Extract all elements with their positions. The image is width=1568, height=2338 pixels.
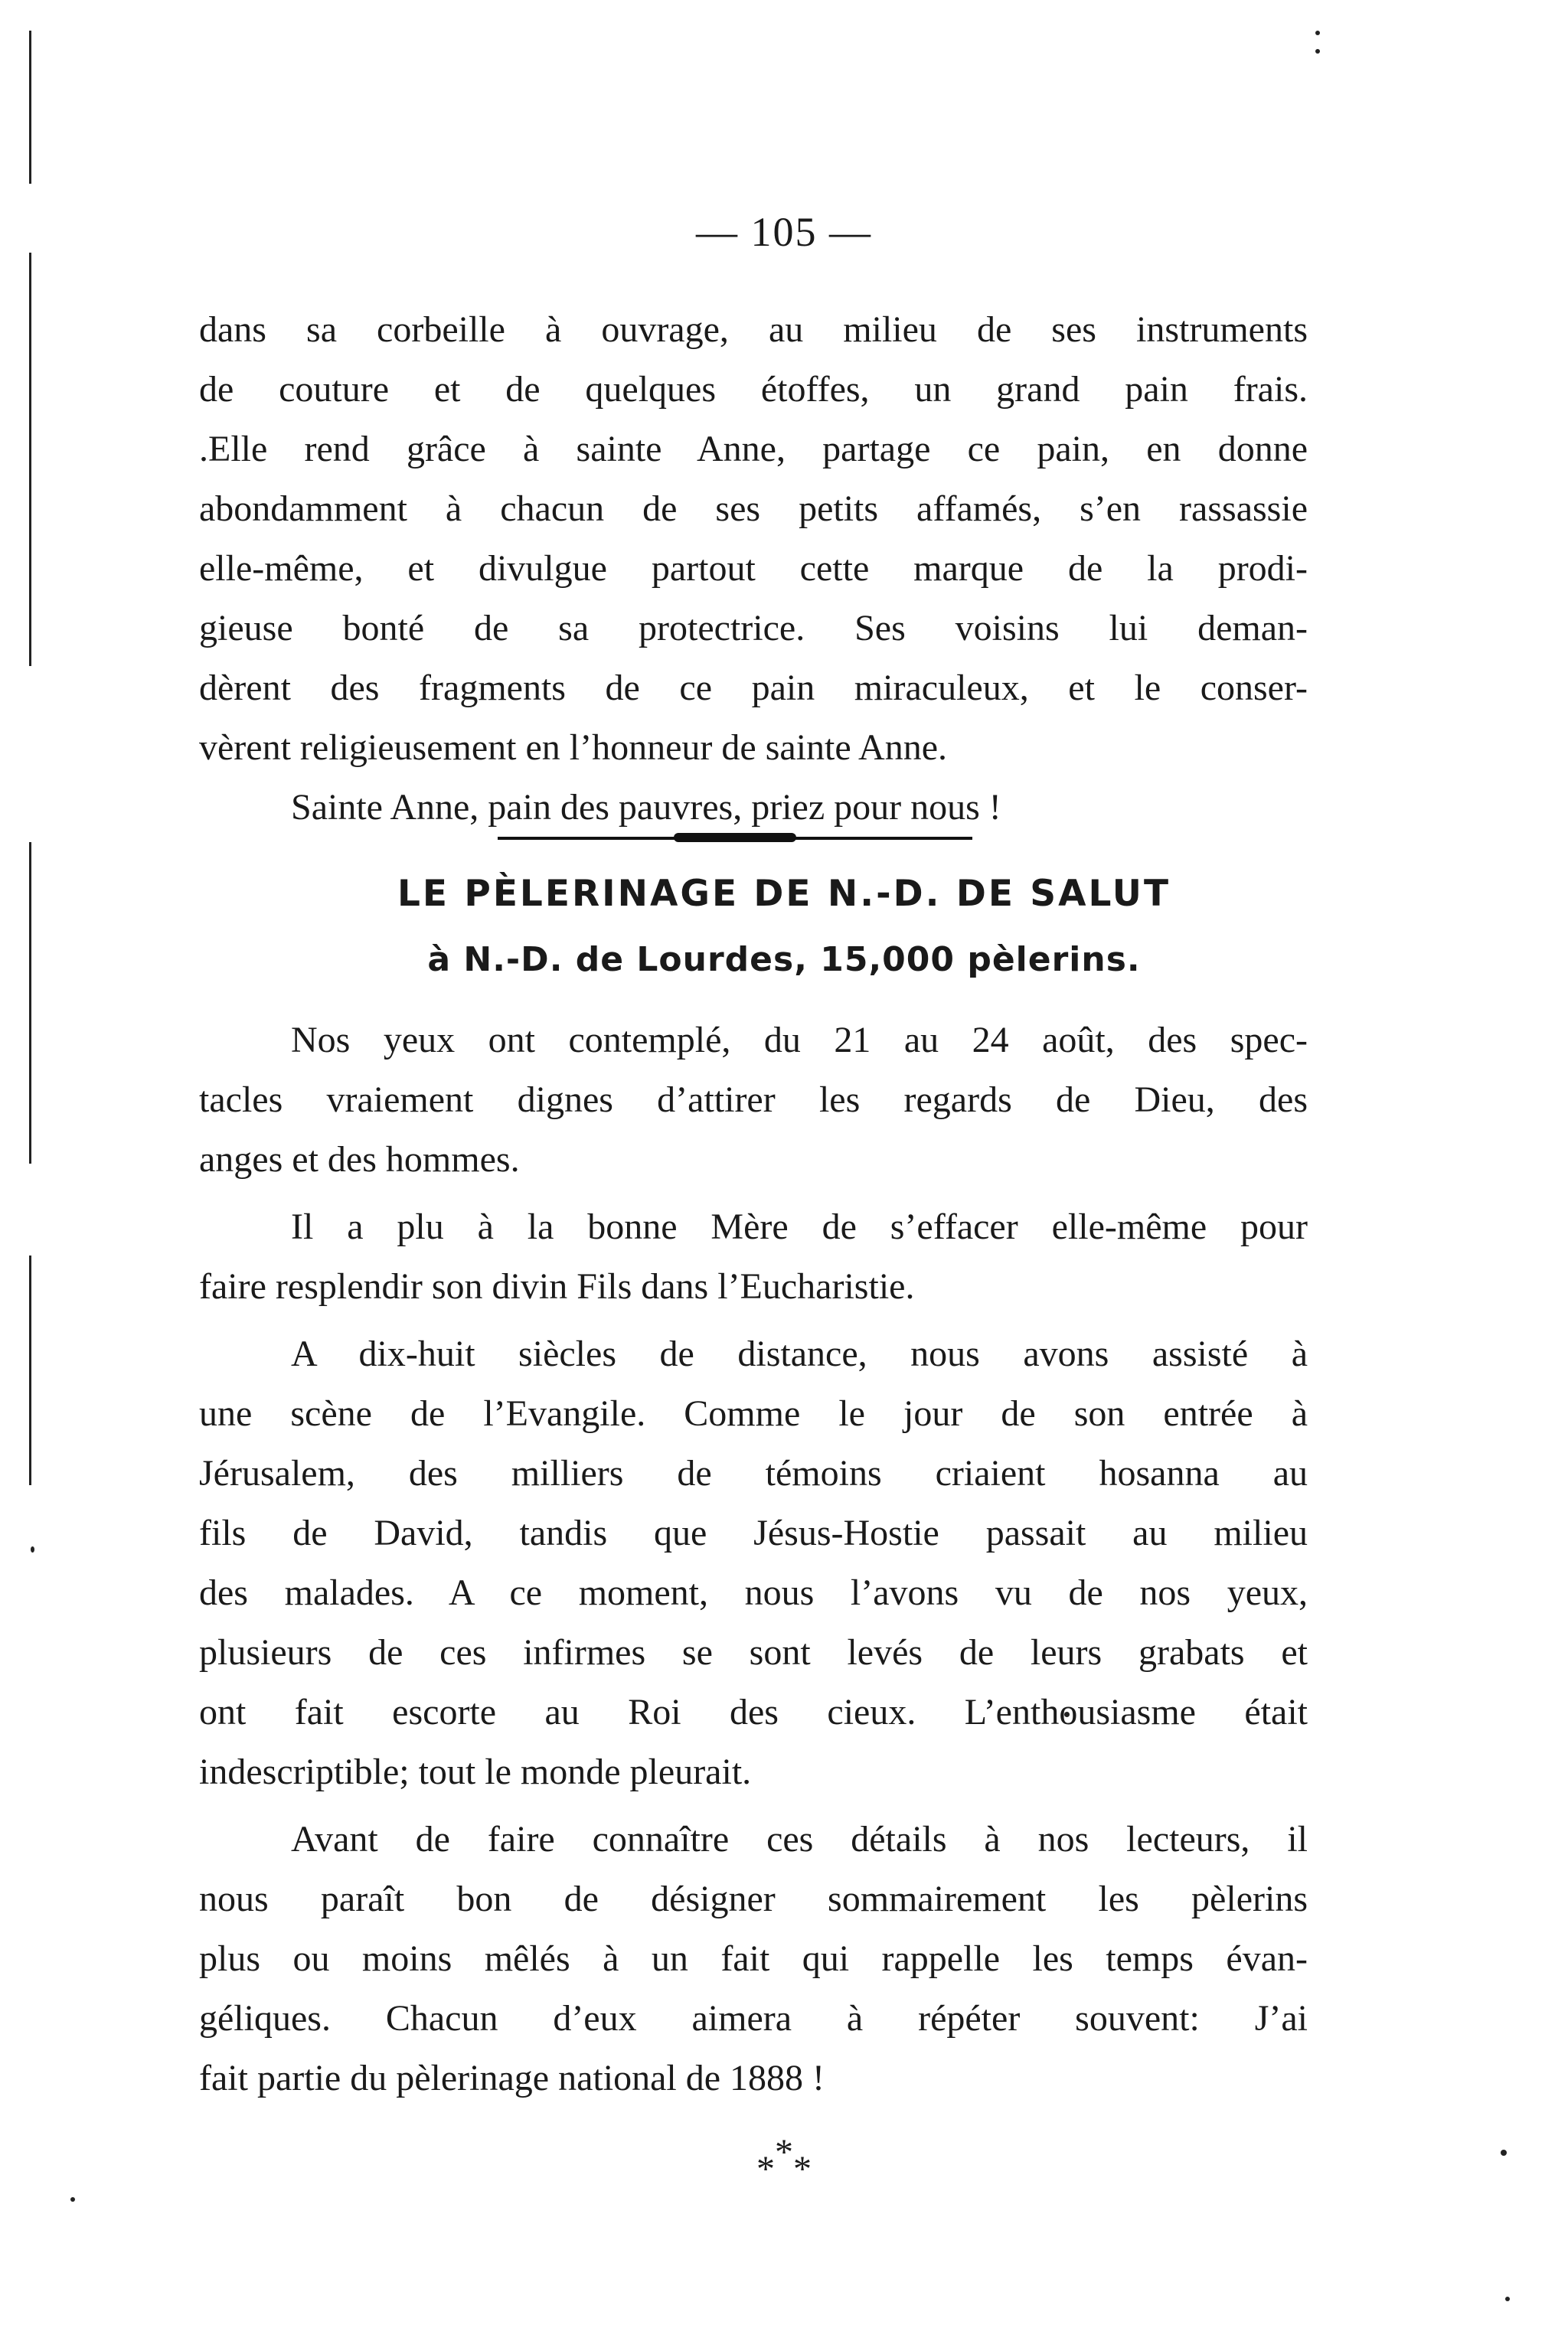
margin-scan-line — [29, 253, 31, 666]
text-line: géliques. Chacun d’eux aimera à répéter souvent: J’ai — [199, 1998, 1308, 2039]
text-line: nous paraît bon de désigner sommairement les pèlerins — [199, 1879, 1308, 1919]
text-line: fils de David, tandis que Jésus-Hostie passait au milieu — [199, 1513, 1308, 1553]
text-line: fait partie du pèlerinage national de 1888 ! — [199, 2058, 825, 2098]
text-line: A dix-huit siècles de distance, nous avons assisté à — [291, 1334, 1308, 1374]
scan-speck — [1315, 31, 1320, 35]
continuation-text — [199, 300, 1308, 838]
text-line: une scène de l’Evangile. Comme le jour de son entrée à — [199, 1393, 1308, 1434]
text-line: plus ou moins mêlés à un fait qui rappelle les temps évan- — [199, 1938, 1308, 1979]
text-line: abondamment à chacun de ses petits affamés, s’en rassassie — [199, 488, 1308, 529]
article-title: LE PÈLERINAGE DE N.-D. DE SALUT — [397, 873, 1171, 915]
paragraph — [199, 1810, 1308, 2108]
text-line: faire resplendir son divin Fils dans l’Eucharistie. — [199, 1266, 915, 1307]
article-subtitle: à N.-D. de Lourdes, 15,000 pèlerins. — [427, 940, 1141, 979]
paragraph — [199, 1011, 1308, 1190]
margin-scan-line — [29, 1256, 31, 1485]
scan-speck — [31, 1546, 34, 1553]
text-line: .Elle rend grâce à sainte Anne, partage ce pain, en donne — [199, 429, 1308, 469]
margin-scan-line — [29, 31, 31, 184]
text-line: vèrent religieusement en l’honneur de sainte Anne. — [199, 727, 947, 768]
scan-speck — [1315, 49, 1320, 54]
text-line: de couture et de quelques étoffes, un grand pain frais. — [199, 369, 1308, 410]
article-body — [199, 1011, 1308, 2108]
text-line: Jérusalem, des milliers de témoins criaient hosanna au — [199, 1453, 1308, 1494]
section-separator-swell — [674, 833, 796, 842]
text-line: dans sa corbeille à ouvrage, au milieu de ses instruments — [199, 309, 1308, 350]
page-number: — 105 — — [696, 209, 872, 255]
text-line: anges et des hommes. — [199, 1139, 520, 1180]
text-line: indescriptible; tout le monde pleurait. — [199, 1752, 752, 1792]
asterism-star: * — [756, 2149, 775, 2189]
invocation-line: Sainte Anne, pain des pauvres, priez pour nous ! — [291, 787, 1001, 828]
asterism-star: * — [775, 2132, 793, 2173]
text-line: ont fait escorte au Roi des cieux. L’enthousiasme était — [199, 1692, 1308, 1732]
text-line: tacles vraiement dignes d’attirer les regards de Dieu, des — [199, 1079, 1308, 1120]
asterism — [0, 2132, 1568, 2189]
text-line: plusieurs de ces infirmes se sont levés de leurs grabats et — [199, 1632, 1308, 1673]
paragraph — [199, 1197, 1308, 1317]
text-line: dèrent des fragments de ce pain miraculeux, et le conser- — [199, 668, 1308, 708]
text-line: des malades. A ce moment, nous l’avons vu de nos yeux, — [199, 1572, 1308, 1613]
asterism-star: * — [793, 2149, 812, 2189]
scan-speck — [1505, 2297, 1510, 2301]
text-line: Avant de faire connaître ces détails à nos lecteurs, il — [291, 1819, 1308, 1860]
text-line: elle-même, et divulgue partout cette marque de la prodi- — [199, 548, 1308, 589]
paragraph — [199, 1324, 1308, 1802]
scan-speck — [70, 2197, 75, 2202]
text-line: Nos yeux ont contemplé, du 21 au 24 août, des spec- — [291, 1020, 1308, 1060]
text-line: gieuse bonté de sa protectrice. Ses voisins lui deman- — [199, 608, 1308, 648]
text-line: Il a plu à la bonne Mère de s’effacer elle-même pour — [291, 1207, 1308, 1247]
